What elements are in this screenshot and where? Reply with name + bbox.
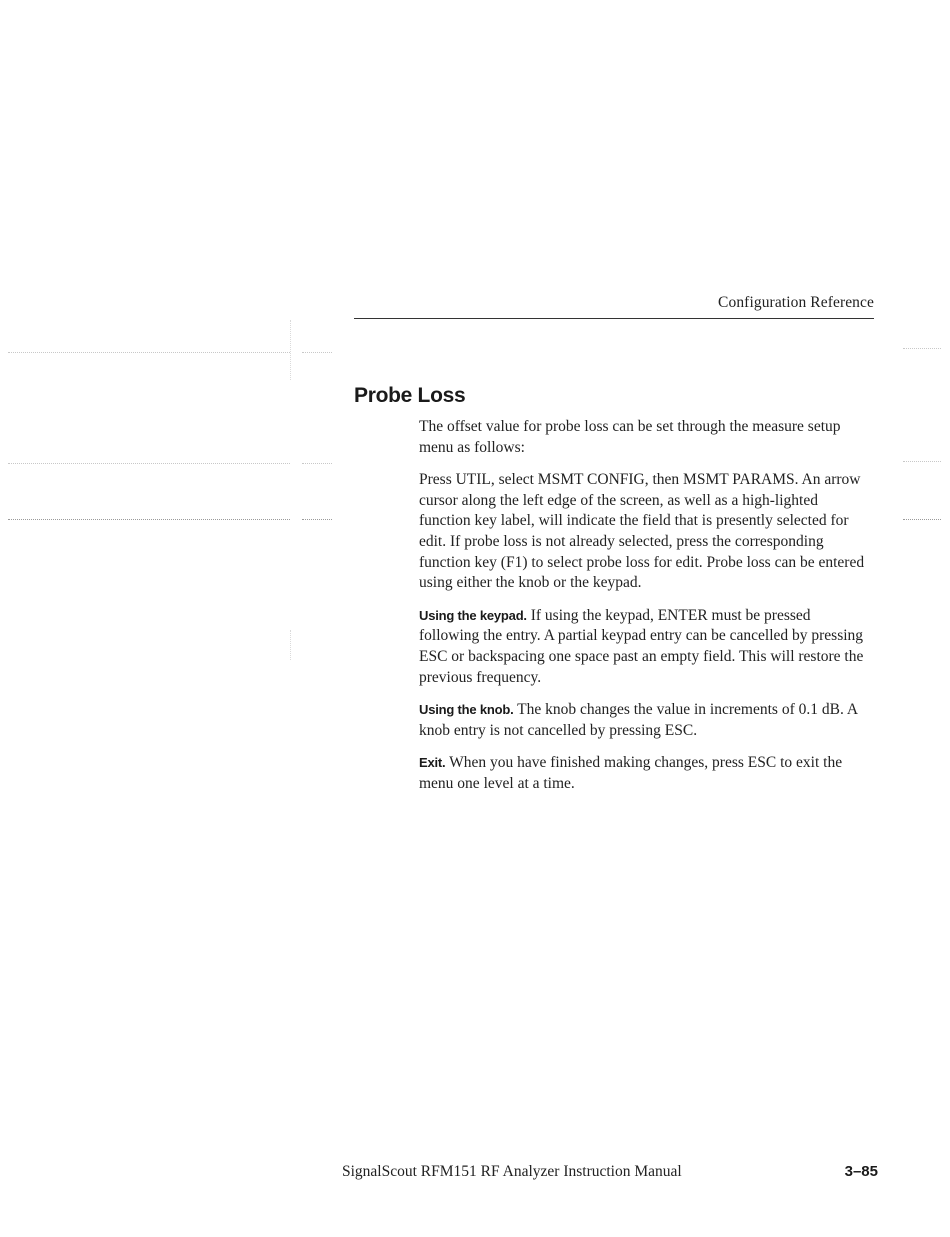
- scan-artifact-line: [302, 352, 332, 353]
- scan-artifact-line: [8, 352, 290, 353]
- scan-artifact-line: [903, 519, 941, 520]
- knob-heading: Using the knob.: [419, 702, 514, 718]
- knob-paragraph: [419, 700, 867, 741]
- keypad-paragraph: [419, 606, 867, 688]
- scan-artifact-vline: [290, 320, 291, 380]
- scan-artifact-line: [302, 519, 332, 520]
- intro-paragraph: The offset value for probe loss can be set through the measure setup menu as follows:: [419, 418, 841, 456]
- section-title: Probe Loss: [354, 384, 466, 407]
- scan-artifact-line: [903, 348, 941, 349]
- running-header: Configuration Reference: [718, 294, 874, 311]
- scan-artifact-vline: [290, 630, 291, 660]
- body-column: [419, 417, 867, 807]
- scan-artifact-line: [302, 463, 332, 464]
- header-rule: [354, 318, 874, 319]
- exit-paragraph: [419, 753, 867, 794]
- exit-heading: Exit.: [419, 755, 446, 771]
- procedure-paragraph: Press UTIL, select MSMT CONFIG, then MSMT PARAMS. An arrow cursor along the left edge of the screen, as well as a high-lighted function key label, will indicate the field that is presently selected for edit. If probe loss is not already selected, press the corresponding function key (F1) to select probe loss for edit. Probe loss can be entered using either the knob or the keypad.: [419, 471, 865, 592]
- footer-manual-title: SignalScout RFM151 RF Analyzer Instruction Manual: [342, 1163, 682, 1180]
- page-number: 3–85: [844, 1163, 878, 1180]
- scan-artifact-line: [903, 461, 941, 462]
- scan-artifact-line: [8, 519, 290, 520]
- keypad-heading: Using the keypad.: [419, 607, 527, 623]
- exit-text: When you have finished making changes, press ESC to exit the menu one level at a time.: [419, 754, 843, 792]
- scan-artifact-line: [8, 463, 290, 464]
- keypad-text: If using the keypad, ENTER must be pressed following the entry. A partial keypad entry can be cancelled by pressing ESC or backspacing one space past an empty field. This will restore the previous frequency.: [419, 606, 864, 686]
- knob-text: The knob changes the value in increments of 0.1 dB. A knob entry is not cancelled by pressing ESC.: [419, 701, 858, 739]
